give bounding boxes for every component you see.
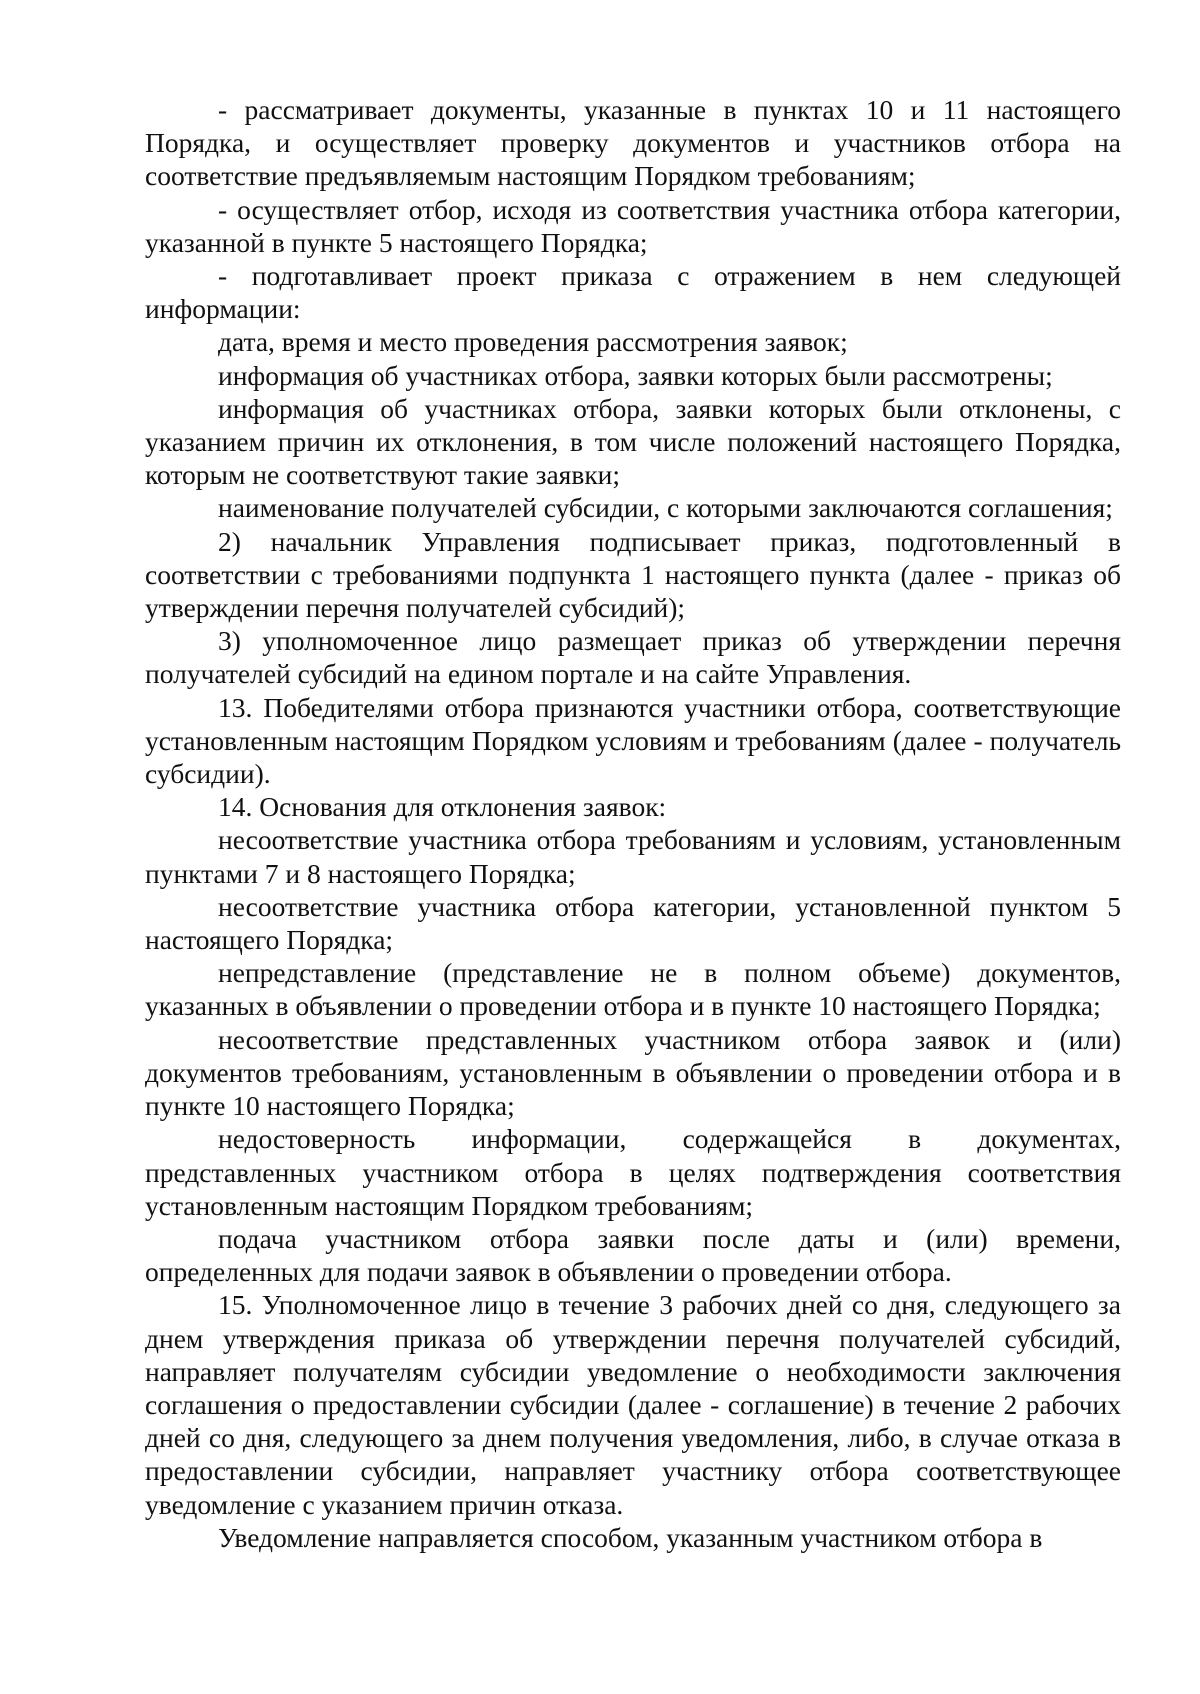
paragraph-date-time-place: дата, время и место проведения рассмотрения заявок; bbox=[218, 326, 848, 358]
paragraph-section-13: 13. Победителями отбора признаются участники отбора, соответствующие установленным настоящим Порядком условиям и требованиям (далее - получатель субсидии). bbox=[145, 691, 1121, 790]
paragraph-item-2: 2) начальник Управления подписывает приказ, подготовленный в соответствии с требованиями подпункта 1 настоящего пункта (далее - приказ об утверждении перечня получателей субсидий); bbox=[145, 525, 1121, 624]
paragraph-selection: - осуществляет отбор, исходя из соответствия участника отбора категории, указанной в пункте 5 настоящего Порядка; bbox=[145, 193, 1121, 258]
paragraph-rejected-applications: информация об участниках отбора, заявки которых были отклонены, с указанием причин их отклонения, в том числе положений настоящего Порядка, которым не соответствуют такие заявки; bbox=[145, 392, 1121, 491]
paragraph-reviewed-applications: информация об участниках отбора, заявки которых были рассмотрены; bbox=[218, 359, 1053, 391]
paragraph-draft-order: - подготавливает проект приказа с отражением в нем следующей информации: bbox=[145, 260, 1121, 325]
paragraph-item-3: 3) уполномоченное лицо размещает приказ об утверждении перечня получателей субсидий на едином портале и на сайте Управления. bbox=[145, 625, 1121, 690]
paragraph-review-documents: - рассматривает документы, указанные в пунктах 10 и 11 настоящего Порядка, и осуществляет проверку документов и участников отбора на соответствие предъявляемым настоящим Порядком требованиям; bbox=[145, 94, 1121, 192]
paragraph-rejection-reason-3: непредставление (представление не в полном объеме) документов, указанных в объявлении о проведении отбора и в пункте 10 настоящего Порядка; bbox=[145, 957, 1121, 1022]
paragraph-rejection-reason-5: недостоверность информации, содержащейся в документах, представленных участником отбора в целях подтверждения соответствия установленным настоящим Порядком требованиям; bbox=[145, 1123, 1121, 1221]
paragraph-rejection-reason-1: несоответствие участника отбора требованиям и условиям, установленным пунктами 7 и 8 настоящего Порядка; bbox=[145, 824, 1121, 889]
paragraph-rejection-reason-6: подача участником отбора заявки после даты и (или) времени, определенных для подачи заявок в объявлении о проведении отбора. bbox=[145, 1222, 1121, 1288]
document-page bbox=[145, 93, 1121, 1554]
paragraph-notification-method: Уведомление направляется способом, указанным участником отбора в bbox=[218, 1521, 1043, 1553]
paragraph-section-14: 14. Основания для отклонения заявок: bbox=[218, 791, 667, 823]
paragraph-section-15: 15. Уполномоченное лицо в течение 3 рабочих дней со дня, следующего за днем утверждения приказа об утверждении перечня получателей субсидий, направляет получателям субсидии уведомление о необходимости заключения соглашения о предоставлении субсидии (далее - соглашение) в течение 2 рабочих дней со дня, следующего за днем получения уведомления, либо, в случае отказа в предоставлении субсидии, направляет участнику отбора соответствующее уведомление с указанием причин отказа. bbox=[145, 1289, 1121, 1520]
paragraph-rejection-reason-2: несоответствие участника отбора категории, установленной пунктом 5 настоящего Порядка; bbox=[145, 890, 1121, 956]
paragraph-rejection-reason-4: несоответствие представленных участником отбора заявок и (или) документов требованиям, установленным в объявлении о проведении отбора и в пункте 10 настоящего Порядка; bbox=[145, 1023, 1121, 1122]
paragraph-recipients-names: наименование получателей субсидии, с которыми заключаются соглашения; bbox=[218, 492, 1113, 524]
